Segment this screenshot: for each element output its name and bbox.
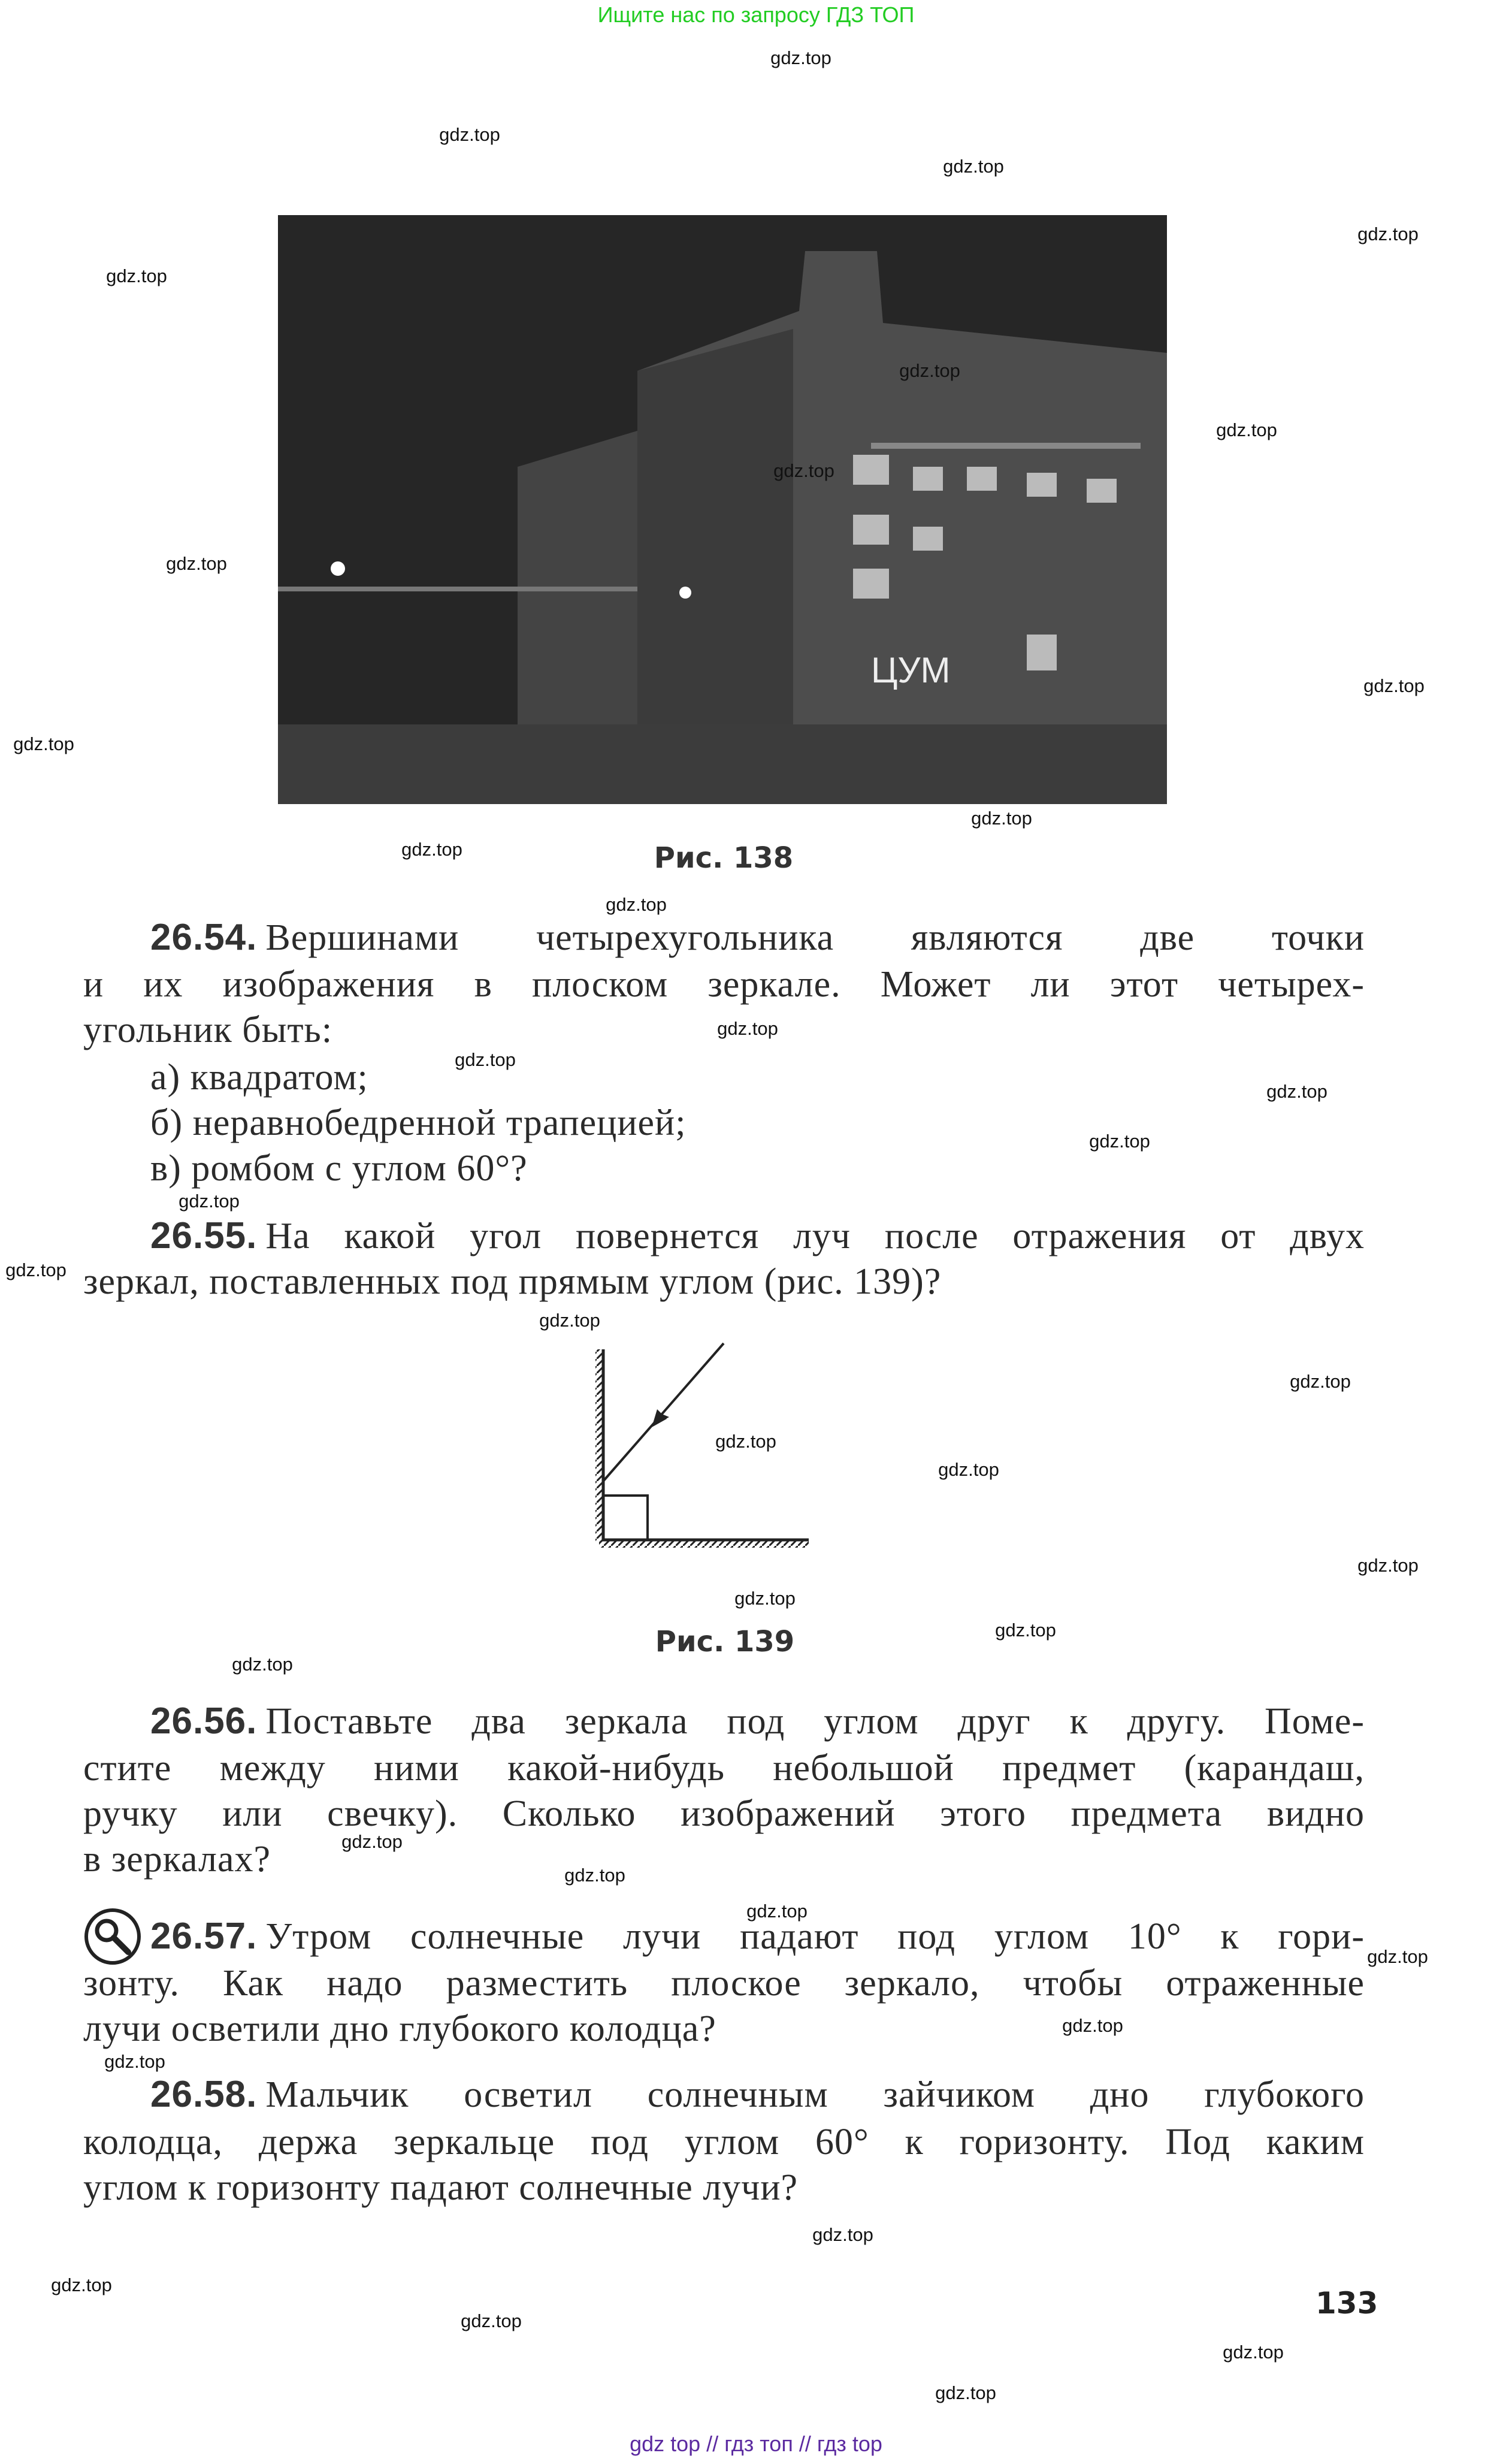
watermark: gdz.top — [564, 1865, 625, 1886]
problem-text: Вершинами четырехугольника являются две точки — [265, 917, 1365, 958]
watermark: gdz.top — [1367, 1946, 1428, 1967]
watermark: gdz.top — [13, 733, 74, 754]
watermark: gdz.top — [717, 1018, 778, 1039]
watermark: gdz.top — [1223, 2342, 1284, 2363]
header-promo-text[interactable]: Ищите нас по запросу ГДЗ ТОП — [597, 2, 915, 27]
problem-number: 26.55. — [150, 1215, 258, 1256]
watermark: gdz.top — [770, 47, 831, 68]
watermark: gdz.top — [1062, 2015, 1123, 2036]
problem-number: 26.54. — [150, 917, 258, 958]
problem-number: 26.57. — [150, 1916, 258, 1957]
watermark: gdz.top — [1363, 675, 1425, 696]
watermark: gdz.top — [1266, 1081, 1327, 1102]
figure-139-caption: Рис. 139 — [655, 1625, 795, 1659]
problem-26-54-option-b: б) неравнобедренной трапецией; — [150, 1102, 687, 1143]
watermark: gdz.top — [5, 1259, 66, 1280]
watermark: gdz.top — [104, 2051, 165, 2072]
watermark: gdz.top — [461, 2310, 522, 2331]
watermark: gdz.top — [971, 808, 1032, 829]
problem-26-58-line-3: углом к горизонту падают солнечные лучи? — [83, 2167, 799, 2208]
problem-26-58-line-2: колодца, держа зеркальце под углом 60° к горизонту. Под каким — [83, 2122, 1365, 2162]
watermark: gdz.top — [166, 553, 227, 574]
watermark: gdz.top — [773, 460, 834, 481]
problem-text: Мальчик осветил солнечным зайчиком дно глубокого — [265, 2074, 1365, 2115]
watermark: gdz.top — [106, 265, 167, 286]
watermark: gdz.top — [943, 156, 1004, 177]
watermark: gdz.top — [179, 1191, 240, 1212]
watermark: gdz.top — [1290, 1371, 1351, 1392]
watermark: gdz.top — [539, 1310, 600, 1331]
watermark: gdz.top — [995, 1620, 1056, 1641]
problem-number: 26.56. — [150, 1700, 258, 1742]
problem-26-55-line-2: зеркал, поставленных под прямым углом (рис. 139)? — [83, 1261, 942, 1302]
watermark: gdz.top — [439, 124, 500, 145]
problem-text: Утром солнечные лучи падают под углом 10° к гори- — [265, 1916, 1365, 1957]
vertical-mirror-hatching — [595, 1349, 603, 1542]
store-sign: ЦУМ — [871, 650, 951, 690]
problem-26-54-line-3: угольник быть: — [83, 1010, 333, 1050]
watermark: gdz.top — [734, 1588, 796, 1609]
watermark: gdz.top — [746, 1901, 808, 1922]
problem-26-57-line-3: лучи осветили дно глубокого колодца? — [83, 2008, 716, 2049]
footer-links[interactable]: gdz top // гдз топ // гдз top — [630, 2431, 882, 2456]
watermark: gdz.top — [51, 2274, 112, 2295]
watermark: gdz.top — [938, 1459, 999, 1480]
right-angle-mark — [603, 1496, 648, 1540]
watermark: gdz.top — [455, 1049, 516, 1070]
page-number: 133 — [1316, 2286, 1378, 2321]
watermark: gdz.top — [232, 1654, 293, 1675]
problem-text: Поставьте два зеркала под углом друг к другу. Поме- — [265, 1701, 1365, 1742]
watermark: gdz.top — [812, 2224, 873, 2245]
watermark: gdz.top — [715, 1431, 776, 1452]
problem-26-57-line-2: зонту. Как надо разместить плоское зеркало, чтобы отраженные — [83, 1963, 1365, 2004]
problem-26-56-line-4: в зеркалах? — [83, 1839, 271, 1880]
problem-26-56-line-2: стите между ними какой-нибудь небольшой предмет (карандаш, — [83, 1748, 1365, 1789]
watermark: gdz.top — [341, 1831, 403, 1852]
watermark: gdz.top — [1357, 1555, 1419, 1576]
watermark: gdz.top — [935, 2382, 996, 2403]
problem-26-56-line-1 — [83, 1697, 1365, 1745]
problem-text: На какой угол повернется луч после отражения от двух — [265, 1216, 1365, 1256]
watermark: gdz.top — [606, 894, 667, 915]
watermark: gdz.top — [1357, 223, 1419, 244]
watermark: gdz.top — [899, 360, 960, 381]
problem-26-54-option-c: в) ромбом с углом 60°? — [150, 1148, 528, 1189]
problem-26-56-line-3: ручку или свечку). Сколько изображений этого предмета видно — [83, 1793, 1365, 1834]
light-ray — [603, 1343, 724, 1481]
watermark: gdz.top — [1216, 419, 1277, 440]
problem-26-54-option-a: а) квадратом; — [150, 1057, 368, 1098]
problem-number: 26.58. — [150, 2074, 258, 2115]
figure-138-caption: Рис. 138 — [654, 841, 794, 875]
watermark: gdz.top — [401, 839, 462, 860]
problem-26-57-line-1 — [83, 1913, 1365, 1960]
problem-26-58-line-1 — [83, 2071, 1365, 2119]
horizontal-mirror-hatching — [599, 1540, 809, 1548]
problem-26-54-line-2: и их изображения в плоском зеркале. Может ли этот четырех- — [83, 964, 1365, 1005]
watermark: gdz.top — [1089, 1131, 1150, 1152]
